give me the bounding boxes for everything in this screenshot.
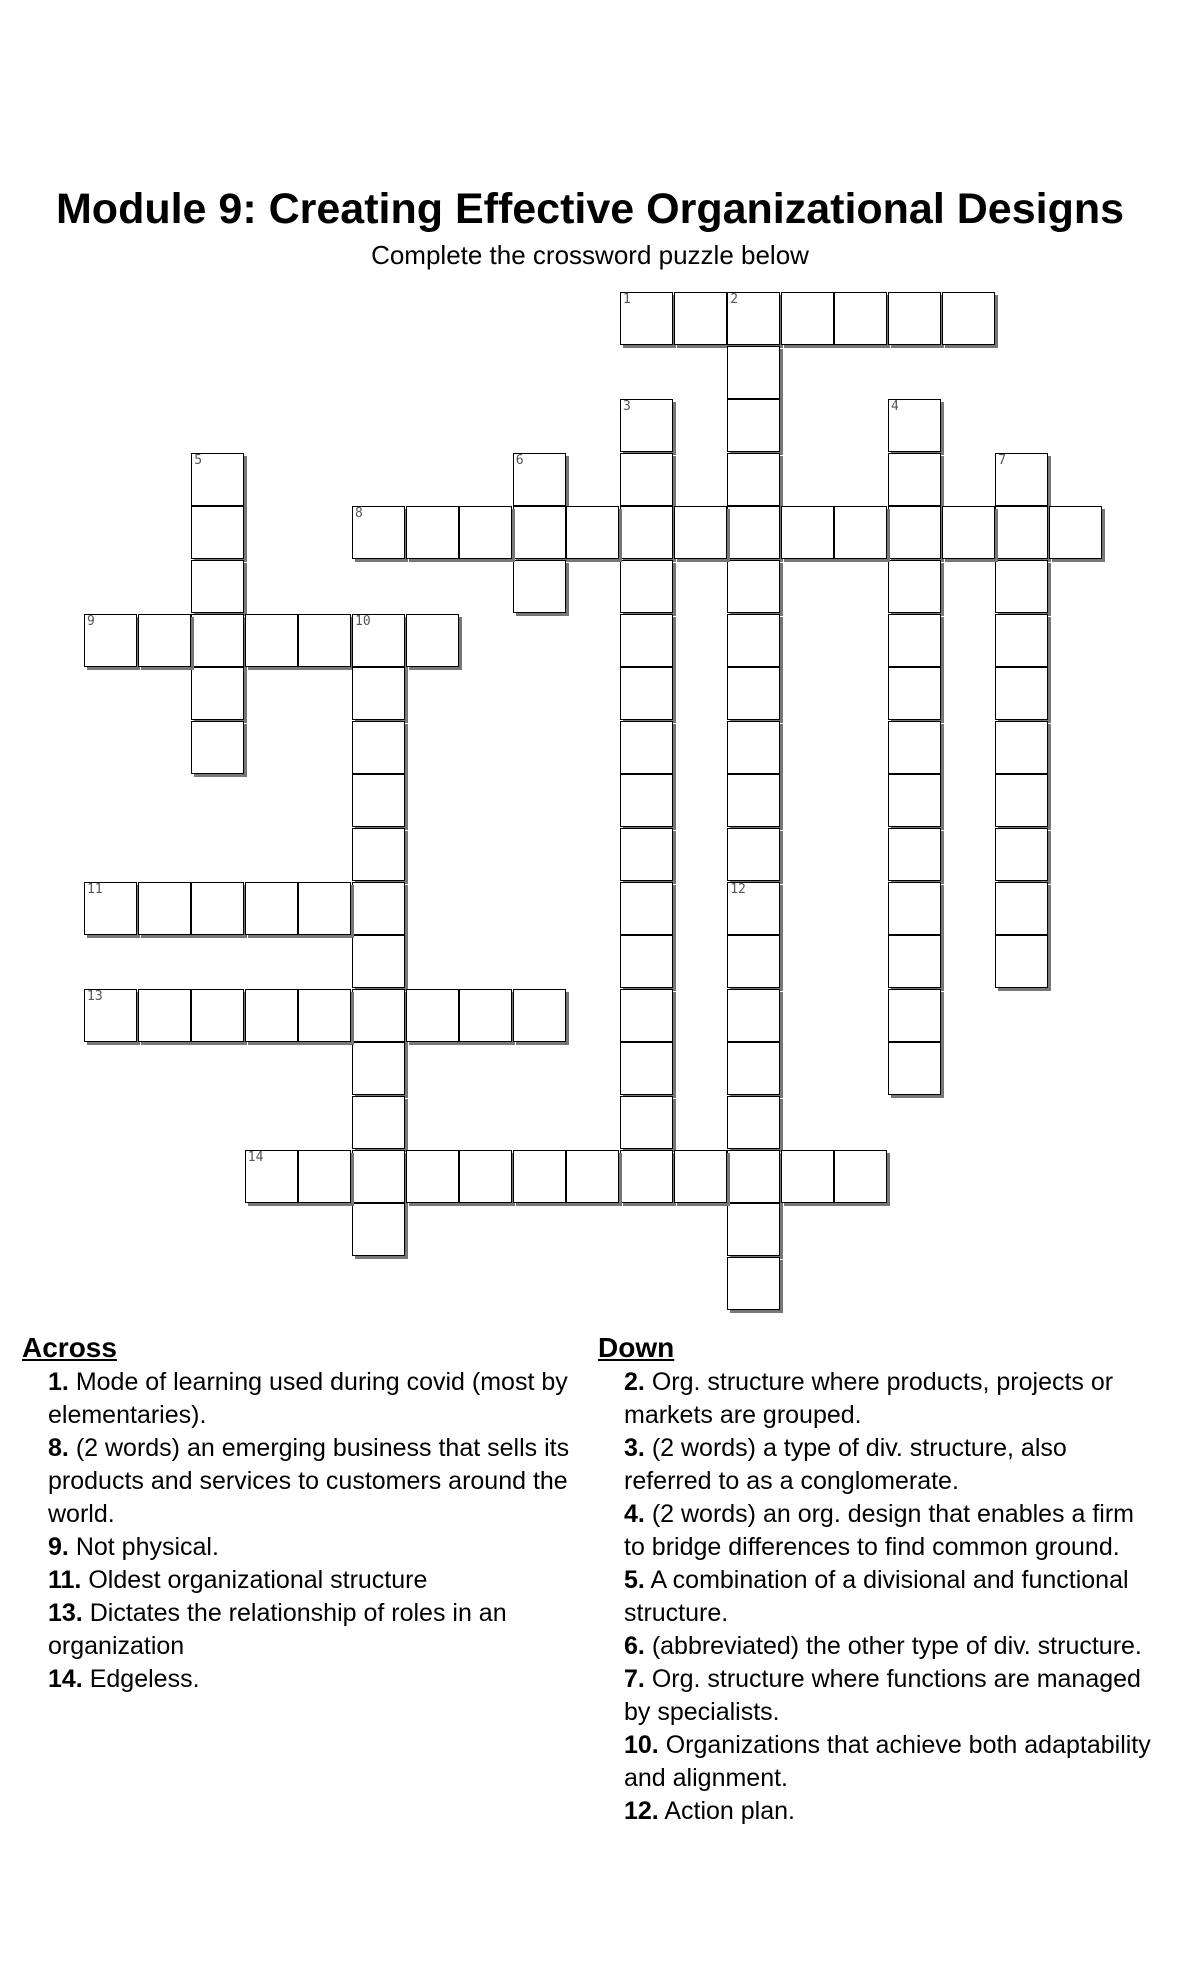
clue-across-11: 11. Oldest organizational structure (48, 1566, 428, 1594)
crossword-cell[interactable] (406, 1150, 459, 1203)
crossword-cell[interactable] (888, 774, 941, 827)
crossword-cell[interactable] (727, 292, 780, 345)
crossword-cell[interactable] (727, 1203, 780, 1256)
clue-down-10: 10. Organizations that achieve both adaptability and alignment. (624, 1731, 1151, 1792)
crossword-cell[interactable] (620, 1150, 673, 1203)
crossword-cell[interactable] (674, 292, 727, 345)
clue-down-6: 6. (abbreviated) the other type of div. structure. (624, 1632, 1142, 1660)
crossword-cell[interactable] (84, 989, 137, 1042)
crossword-cell[interactable] (995, 614, 1048, 667)
crossword-cell[interactable] (727, 1150, 780, 1203)
crossword-cell[interactable] (352, 882, 405, 935)
crossword-cell[interactable] (620, 292, 673, 345)
down-clue-list (598, 1366, 1158, 1828)
across-clue-list (22, 1366, 592, 1696)
crossword-cell[interactable] (727, 399, 780, 452)
crossword-cell[interactable] (834, 1150, 887, 1203)
crossword-cell[interactable] (727, 989, 780, 1042)
crossword-cell[interactable] (781, 292, 834, 345)
crossword-cell[interactable] (352, 828, 405, 881)
clue-number: 6 (515, 452, 524, 468)
crossword-cell[interactable] (191, 506, 244, 559)
crossword-cell[interactable] (620, 614, 673, 667)
crossword-cell[interactable] (352, 721, 405, 774)
clue-down-4: 4. (2 words) an org. design that enables a firm to bridge differences to find common ground. (624, 1500, 1135, 1561)
crossword-cell[interactable] (942, 506, 995, 559)
crossword-cell[interactable] (888, 721, 941, 774)
crossword-cell[interactable] (995, 774, 1048, 827)
clue-down-12: 12. Action plan. (624, 1797, 795, 1825)
clue-down-2: 2. Org. structure where products, projects or markets are grouped. (624, 1368, 1114, 1429)
crossword-cell[interactable] (620, 399, 673, 452)
clue-number: 5 (194, 452, 203, 468)
crossword-cell[interactable] (888, 989, 941, 1042)
crossword-cell[interactable] (352, 1096, 405, 1149)
crossword-cell[interactable] (620, 506, 673, 559)
crossword-cell[interactable] (727, 828, 780, 881)
crossword-cell[interactable] (138, 882, 191, 935)
clue-number: 4 (891, 399, 899, 415)
crossword-cell[interactable] (834, 506, 887, 559)
crossword-cell[interactable] (191, 614, 244, 667)
crossword-cell[interactable] (459, 506, 512, 559)
crossword-cell[interactable] (620, 774, 673, 827)
crossword-cell[interactable] (620, 453, 673, 506)
clue-number: 10 (355, 613, 371, 629)
clue-number: 9 (87, 613, 95, 629)
crossword-cell[interactable] (513, 1150, 566, 1203)
crossword-cell[interactable] (138, 989, 191, 1042)
crossword-cell[interactable] (995, 828, 1048, 881)
crossword-cell[interactable] (513, 989, 566, 1042)
crossword-cell[interactable] (620, 560, 673, 613)
clue-number: 14 (247, 1149, 264, 1165)
crossword-cell[interactable] (138, 614, 191, 667)
crossword-cell[interactable] (352, 614, 405, 667)
crossword-cell[interactable] (352, 667, 405, 720)
crossword-cell[interactable] (298, 882, 351, 935)
crossword-cell[interactable] (888, 667, 941, 720)
crossword-cell[interactable] (674, 1150, 727, 1203)
clue-down-7: 7. Org. structure where functions are managed by specialists. (624, 1665, 1141, 1726)
crossword-cell[interactable] (298, 614, 351, 667)
crossword-cell[interactable] (406, 614, 459, 667)
crossword-cell[interactable] (727, 667, 780, 720)
crossword-cell[interactable] (888, 935, 941, 988)
crossword-cell[interactable] (781, 1150, 834, 1203)
crossword-cell[interactable] (888, 506, 941, 559)
crossword-cell[interactable] (352, 935, 405, 988)
crossword-cell[interactable] (888, 828, 941, 881)
crossword-cell[interactable] (191, 989, 244, 1042)
crossword-cell[interactable] (888, 882, 941, 935)
crossword-cell[interactable] (995, 560, 1048, 613)
crossword-cell[interactable] (781, 506, 834, 559)
crossword-cell[interactable] (888, 453, 941, 506)
across-heading: Across (22, 1332, 117, 1363)
crossword-cell[interactable] (406, 989, 459, 1042)
crossword-cell[interactable] (620, 989, 673, 1042)
crossword-cell[interactable] (84, 882, 137, 935)
crossword-cell[interactable] (727, 506, 780, 559)
crossword-cell[interactable] (834, 292, 887, 345)
crossword-cell[interactable] (888, 614, 941, 667)
crossword-cell[interactable] (459, 989, 512, 1042)
crossword-cell[interactable] (191, 721, 244, 774)
crossword-cell[interactable] (995, 882, 1048, 935)
crossword-cell[interactable] (298, 989, 351, 1042)
crossword-cell[interactable] (995, 667, 1048, 720)
crossword-cell[interactable] (995, 721, 1048, 774)
crossword-cell[interactable] (245, 882, 298, 935)
crossword-cell[interactable] (620, 1042, 673, 1095)
crossword-cell[interactable] (620, 828, 673, 881)
crossword-cell[interactable] (727, 560, 780, 613)
crossword-cell[interactable] (620, 667, 673, 720)
page-subtitle: Complete the crossword puzzle below (371, 240, 809, 270)
crossword-cell[interactable] (352, 1042, 405, 1095)
crossword-cell[interactable] (727, 935, 780, 988)
clue-number: 3 (623, 399, 631, 415)
clue-down-3: 3. (2 words) a type of div. structure, also referred to as a conglomerate. (624, 1434, 1067, 1495)
crossword-cell[interactable] (888, 1042, 941, 1095)
clue-number: 12 (730, 881, 746, 897)
crossword-cell[interactable] (352, 1203, 405, 1256)
crossword-cell[interactable] (513, 560, 566, 613)
crossword-cell[interactable] (620, 1096, 673, 1149)
crossword-cell[interactable] (245, 989, 298, 1042)
down-heading: Down (598, 1332, 675, 1363)
crossword-cell[interactable] (245, 1150, 298, 1203)
crossword-cell[interactable] (352, 506, 405, 559)
crossword-cell[interactable] (727, 1042, 780, 1095)
crossword-cell[interactable] (727, 614, 780, 667)
clue-across-1: 1. Mode of learning used during covid (most by elementaries). (48, 1368, 568, 1429)
crossword-cell[interactable] (352, 1150, 405, 1203)
crossword-cell[interactable] (566, 1150, 619, 1203)
crossword-cell[interactable] (566, 506, 619, 559)
crossword-cell[interactable] (298, 1150, 351, 1203)
crossword-cell[interactable] (513, 453, 566, 506)
crossword-cell[interactable] (942, 292, 995, 345)
crossword-cell[interactable] (888, 292, 941, 345)
crossword-cell[interactable] (727, 774, 780, 827)
clue-number: 13 (87, 988, 103, 1004)
across-clues (22, 1330, 592, 1696)
crossword-cell[interactable] (995, 453, 1048, 506)
crossword-cell[interactable] (84, 614, 137, 667)
clue-number: 2 (730, 292, 739, 307)
crossword-cell[interactable] (513, 506, 566, 559)
crossword-cell[interactable] (727, 1257, 780, 1310)
crossword-cell[interactable] (888, 560, 941, 613)
crossword-cell[interactable] (191, 560, 244, 613)
clue-number: 11 (87, 881, 103, 897)
crossword-cell[interactable] (727, 1096, 780, 1149)
crossword-cell[interactable] (191, 453, 244, 506)
crossword-cell[interactable] (245, 614, 298, 667)
crossword-cell[interactable] (352, 774, 405, 827)
down-clues (598, 1330, 1158, 1828)
clue-number: 8 (355, 506, 363, 522)
page-title: Module 9: Creating Effective Organizational Designs (55, 185, 1125, 233)
crossword-cell[interactable] (995, 506, 1048, 559)
crossword-cell[interactable] (727, 882, 780, 935)
crossword-cell[interactable] (459, 1150, 512, 1203)
clue-across-9: 9. Not physical. (48, 1533, 219, 1561)
crossword-cell[interactable] (352, 989, 405, 1042)
crossword-cell[interactable] (191, 667, 244, 720)
crossword-cell[interactable] (888, 399, 941, 452)
crossword-cell[interactable] (1049, 506, 1102, 559)
crossword-cell[interactable] (620, 935, 673, 988)
clue-across-8: 8. (2 words) an emerging business that sells its products and services to customers around the world. (48, 1434, 570, 1528)
clue-down-5: 5. A combination of a divisional and functional structure. (624, 1566, 1129, 1627)
crossword-cell[interactable] (620, 882, 673, 935)
crossword-cell[interactable] (191, 882, 244, 935)
crossword-cell[interactable] (727, 453, 780, 506)
crossword-cell[interactable] (995, 935, 1048, 988)
crossword-cell[interactable] (406, 506, 459, 559)
crossword-cell[interactable] (674, 506, 727, 559)
clue-number: 1 (623, 292, 631, 307)
clue-number: 7 (998, 452, 1007, 468)
crossword-cell[interactable] (727, 721, 780, 774)
clue-across-14: 14. Edgeless. (48, 1665, 200, 1693)
crossword-cell[interactable] (620, 721, 673, 774)
crossword-cell[interactable] (727, 346, 780, 399)
clue-across-13: 13. Dictates the relationship of roles in an organization (48, 1599, 507, 1660)
